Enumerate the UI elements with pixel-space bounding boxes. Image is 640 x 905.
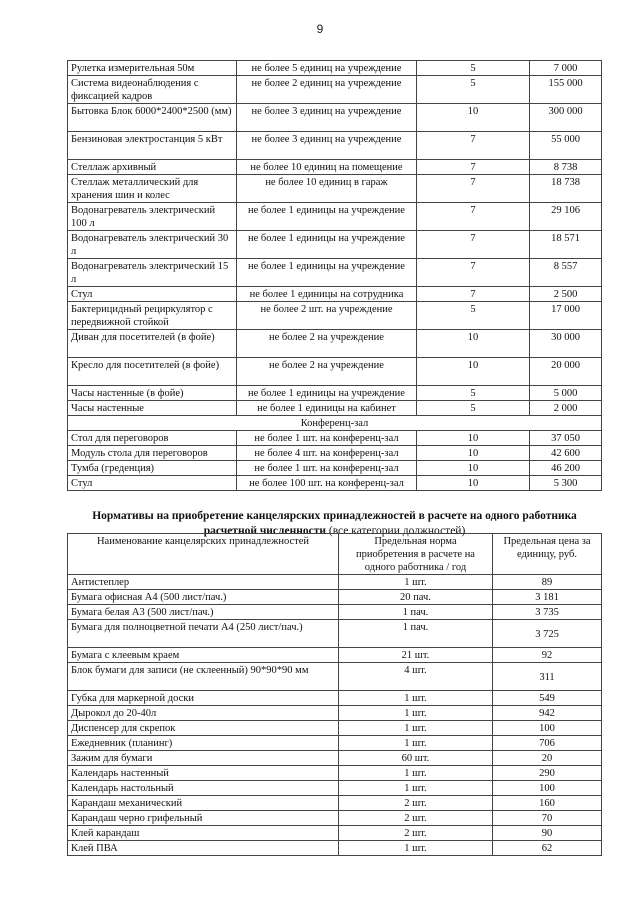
item-norm: 1 шт. xyxy=(339,706,493,721)
item-price: 37 050 xyxy=(530,431,602,446)
table-row xyxy=(68,175,602,203)
item-years: 10 xyxy=(417,431,530,446)
table-row xyxy=(68,302,602,330)
item-price: 549 xyxy=(493,691,602,706)
item-norm: 1 шт. xyxy=(339,721,493,736)
table-row xyxy=(68,663,602,691)
item-norm: 1 шт. xyxy=(339,781,493,796)
item-norm: 1 шт. xyxy=(339,841,493,856)
table-row xyxy=(68,76,602,104)
table-row xyxy=(68,61,602,76)
table-row xyxy=(68,736,602,751)
table-row xyxy=(68,287,602,302)
item-years: 10 xyxy=(417,358,530,386)
item-price: 46 200 xyxy=(530,461,602,476)
item-name: Губка для маркерной доски xyxy=(68,691,339,706)
item-name: Рулетка измерительная 50м xyxy=(68,61,237,76)
item-norm: 1 пач. xyxy=(339,605,493,620)
item-name: Антистеплер xyxy=(68,575,339,590)
item-name: Диспенсер для скрепок xyxy=(68,721,339,736)
item-norm: не более 5 единиц на учреждение xyxy=(237,61,417,76)
item-price: 155 000 xyxy=(530,76,602,104)
table-row xyxy=(68,132,602,160)
table-row xyxy=(68,203,602,231)
stationery-table xyxy=(67,533,602,856)
item-years: 5 xyxy=(417,76,530,104)
item-years: 7 xyxy=(417,203,530,231)
item-years: 7 xyxy=(417,287,530,302)
item-name: Календарь настольный xyxy=(68,781,339,796)
item-price: 706 xyxy=(493,736,602,751)
item-price: 160 xyxy=(493,796,602,811)
item-name: Тумба (греденция) xyxy=(68,461,237,476)
table-row xyxy=(68,706,602,721)
item-years: 10 xyxy=(417,446,530,461)
item-norm: 2 шт. xyxy=(339,811,493,826)
item-name: Карандаш черно грифельный xyxy=(68,811,339,826)
column-header-name: Наименование канцелярских принадлежностей xyxy=(68,534,339,575)
item-price: 55 000 xyxy=(530,132,602,160)
item-name: Стул xyxy=(68,476,237,491)
table-row xyxy=(68,476,602,491)
item-norm: не более 1 единицы на кабинет xyxy=(237,401,417,416)
item-norm: не более 3 единиц на учреждение xyxy=(237,132,417,160)
item-norm: не более 2 единиц на учреждение xyxy=(237,76,417,104)
item-years: 5 xyxy=(417,302,530,330)
item-norm: не более 10 единиц на помещение xyxy=(237,160,417,175)
table-row xyxy=(68,401,602,416)
item-name: Водонагреватель электрический 15 л xyxy=(68,259,237,287)
item-norm: 4 шт. xyxy=(339,663,493,691)
item-name: Водонагреватель электрический 30 л xyxy=(68,231,237,259)
table-row xyxy=(68,766,602,781)
item-price: 18 738 xyxy=(530,175,602,203)
item-norm: 2 шт. xyxy=(339,826,493,841)
item-name: Бактерицидный рециркулятор с передвижной стойкой xyxy=(68,302,237,330)
item-norm: 1 шт. xyxy=(339,736,493,751)
table-row xyxy=(68,691,602,706)
item-price: 7 000 xyxy=(530,61,602,76)
item-norm: 60 шт. xyxy=(339,751,493,766)
table-row xyxy=(68,796,602,811)
item-price: 3 725 xyxy=(493,620,602,648)
equipment-table xyxy=(67,60,602,491)
item-norm: 21 шт. xyxy=(339,648,493,663)
item-price: 3 735 xyxy=(493,605,602,620)
item-name: Блок бумаги для записи (не склеенный) 90*90*90 мм xyxy=(68,663,339,691)
item-name: Бензиновая электростанция 5 кВт xyxy=(68,132,237,160)
item-name: Кресло для посетителей (в фойе) xyxy=(68,358,237,386)
item-price: 20 xyxy=(493,751,602,766)
item-years: 7 xyxy=(417,259,530,287)
item-norm: 2 шт. xyxy=(339,796,493,811)
item-name: Модуль стола для переговоров xyxy=(68,446,237,461)
table-row xyxy=(68,620,602,648)
item-name: Клей карандаш xyxy=(68,826,339,841)
item-years: 7 xyxy=(417,175,530,203)
item-years: 5 xyxy=(417,386,530,401)
item-years: 10 xyxy=(417,104,530,132)
table-row xyxy=(68,751,602,766)
item-price: 18 571 xyxy=(530,231,602,259)
item-price: 42 600 xyxy=(530,446,602,461)
table-row xyxy=(68,575,602,590)
table-row xyxy=(68,826,602,841)
item-price: 100 xyxy=(493,781,602,796)
item-price: 311 xyxy=(493,663,602,691)
item-norm: не более 2 на учреждение xyxy=(237,330,417,358)
item-norm: не более 1 единицы на учреждение xyxy=(237,231,417,259)
table-row xyxy=(68,160,602,175)
column-header-norm: Предельная норма приобретения в расчете на одного работника / год xyxy=(339,534,493,575)
item-norm: 1 шт. xyxy=(339,575,493,590)
item-name: Зажим для бумаги xyxy=(68,751,339,766)
item-years: 7 xyxy=(417,132,530,160)
heading-bold: Нормативы на приобретение канцелярских принадлежностей в расчете на одного работника расчетной численности xyxy=(92,510,577,537)
heading-normal: (все категории должностей) xyxy=(325,525,466,537)
item-norm: 1 шт. xyxy=(339,766,493,781)
item-price: 70 xyxy=(493,811,602,826)
item-years: 10 xyxy=(417,330,530,358)
table-row xyxy=(68,231,602,259)
table-row xyxy=(68,781,602,796)
item-name: Водонагреватель электрический 100 л xyxy=(68,203,237,231)
item-price: 2 500 xyxy=(530,287,602,302)
item-years: 10 xyxy=(417,461,530,476)
table-row xyxy=(68,648,602,663)
item-norm: 1 шт. xyxy=(339,691,493,706)
item-price: 62 xyxy=(493,841,602,856)
item-years: 5 xyxy=(417,61,530,76)
item-price: 3 181 xyxy=(493,590,602,605)
item-norm: не более 2 шт. на учреждение xyxy=(237,302,417,330)
table-row xyxy=(68,811,602,826)
item-price: 30 000 xyxy=(530,330,602,358)
page-number: 9 xyxy=(316,22,324,36)
table-row xyxy=(68,461,602,476)
item-norm: не более 4 шт. на конференц-зал xyxy=(237,446,417,461)
item-norm: не более 1 шт. на конференц-зал xyxy=(237,461,417,476)
item-norm: не более 10 единиц в гараж xyxy=(237,175,417,203)
table-row xyxy=(68,330,602,358)
item-name: Система видеонаблюдения с фиксацией кадров xyxy=(68,76,237,104)
item-price: 5 000 xyxy=(530,386,602,401)
table-row xyxy=(68,259,602,287)
item-years: 10 xyxy=(417,476,530,491)
column-header-price: Предельная цена за единицу, руб. xyxy=(493,534,602,575)
item-norm: 1 пач. xyxy=(339,620,493,648)
item-name: Бумага с клеевым краем xyxy=(68,648,339,663)
item-years: 7 xyxy=(417,231,530,259)
table-row xyxy=(68,841,602,856)
table-row xyxy=(68,386,602,401)
item-norm: не более 1 единицы на учреждение xyxy=(237,386,417,401)
item-norm: не более 1 единицы на учреждение xyxy=(237,259,417,287)
item-price: 290 xyxy=(493,766,602,781)
item-name: Ежедневник (планинг) xyxy=(68,736,339,751)
item-norm: не более 1 шт. на конференц-зал xyxy=(237,431,417,446)
item-name: Часы настенные xyxy=(68,401,237,416)
table-row xyxy=(68,104,602,132)
item-norm: не более 1 единицы на учреждение xyxy=(237,203,417,231)
item-name: Бумага офисная А4 (500 лист/пач.) xyxy=(68,590,339,605)
item-name: Стеллаж архивный xyxy=(68,160,237,175)
item-norm: не более 100 шт. на конференц-зал xyxy=(237,476,417,491)
item-norm: 20 пач. xyxy=(339,590,493,605)
item-price: 20 000 xyxy=(530,358,602,386)
item-name: Дырокол до 20-40л xyxy=(68,706,339,721)
item-price: 29 106 xyxy=(530,203,602,231)
item-norm: не более 1 единицы на сотрудника xyxy=(237,287,417,302)
item-name: Стул xyxy=(68,287,237,302)
item-name: Стеллаж металлический для хранения шин и колес xyxy=(68,175,237,203)
item-norm: не более 3 единиц на учреждение xyxy=(237,104,417,132)
table-row xyxy=(68,446,602,461)
item-name: Бумага для полноцветной печати А4 (250 лист/пач.) xyxy=(68,620,339,648)
item-price: 2 000 xyxy=(530,401,602,416)
item-price: 92 xyxy=(493,648,602,663)
section-label-conference-hall: Конференц-зал xyxy=(68,416,602,431)
item-price: 300 000 xyxy=(530,104,602,132)
item-price: 90 xyxy=(493,826,602,841)
item-name: Часы настенные (в фойе) xyxy=(68,386,237,401)
table-row xyxy=(68,605,602,620)
item-name: Стол для переговоров xyxy=(68,431,237,446)
item-name: Бумага белая А3 (500 лист/пач.) xyxy=(68,605,339,620)
item-name: Бытовка Блок 6000*2400*2500 (мм) xyxy=(68,104,237,132)
item-price: 942 xyxy=(493,706,602,721)
table-row xyxy=(68,721,602,736)
header-row xyxy=(68,534,602,575)
item-price: 8 557 xyxy=(530,259,602,287)
item-years: 5 xyxy=(417,401,530,416)
item-price: 8 738 xyxy=(530,160,602,175)
item-name: Карандаш механический xyxy=(68,796,339,811)
item-name: Диван для посетителей (в фойе) xyxy=(68,330,237,358)
item-name: Клей ПВА xyxy=(68,841,339,856)
table-row xyxy=(68,431,602,446)
item-price: 89 xyxy=(493,575,602,590)
item-years: 7 xyxy=(417,160,530,175)
section-row xyxy=(68,416,602,431)
item-price: 100 xyxy=(493,721,602,736)
item-price: 17 000 xyxy=(530,302,602,330)
item-name: Календарь настенный xyxy=(68,766,339,781)
table-row xyxy=(68,358,602,386)
item-price: 5 300 xyxy=(530,476,602,491)
item-norm: не более 2 на учреждение xyxy=(237,358,417,386)
table-row xyxy=(68,590,602,605)
